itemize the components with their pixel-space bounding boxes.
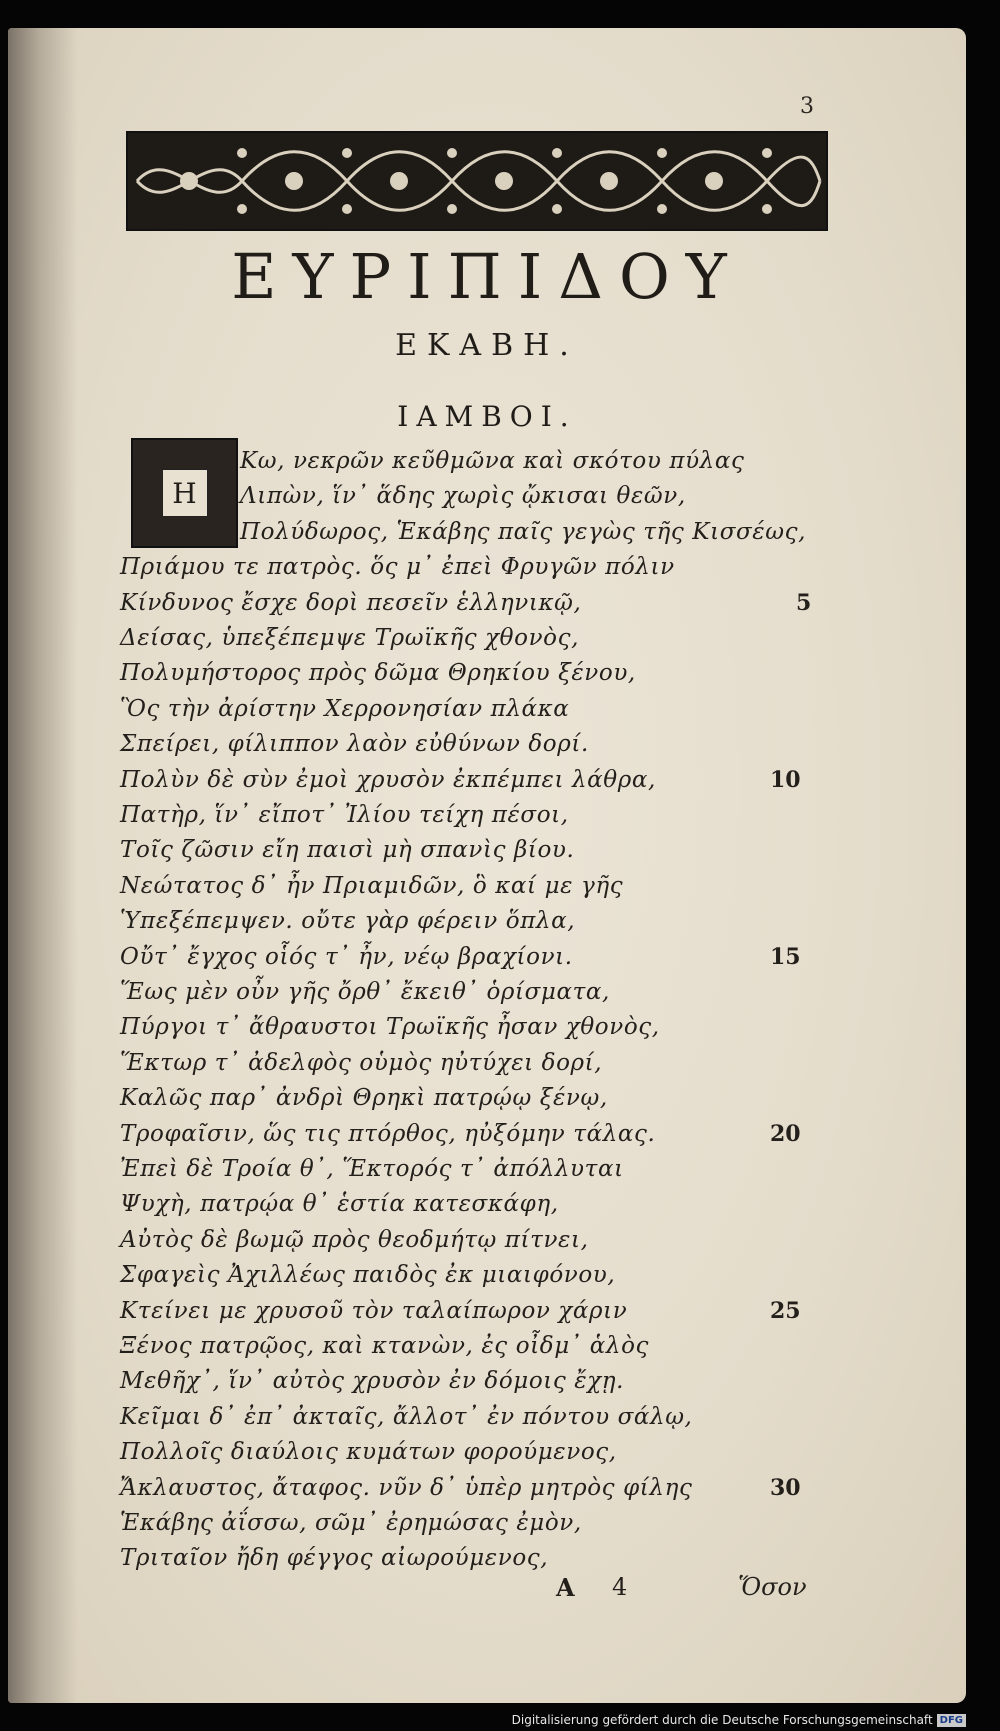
verse-line: Ὑπεξέπεμψεν. οὔτε γὰρ φέρειν ὅπλα, xyxy=(120,908,576,935)
verse-line: Σπείρει, φίλιππον λαὸν εὐθύνων δορί. xyxy=(120,731,589,758)
verse-line: Πολύδωρος, Ἑκάβης παῖς γεγὼς τῆς Κισσέως, xyxy=(240,518,806,545)
verse-line: Πύργοι τ᾽ ἄθραυστοι Τρωϊκῆς ἦσαν χθονὸς, xyxy=(120,1014,660,1041)
verse-line: Πριάμου τε πατρὸς. ὅς μ᾽ ἐπεὶ Φρυγῶν πόλιν xyxy=(120,554,675,581)
verse-line: Ψυχὴ, πατρῴα θ᾽ ἑστία κατεσκάφη, xyxy=(120,1191,559,1218)
verse-line: Ἑκάβης ἀΐσσω, σῶμ᾽ ἐρημώσας ἐμὸν, xyxy=(120,1510,582,1536)
headpiece-ornament xyxy=(126,131,828,231)
page-title: ΕΥΡΙΠΙΔΟΥ xyxy=(231,240,743,313)
page-number: 3 xyxy=(800,94,814,119)
catchword: Ὅσον xyxy=(738,1573,807,1601)
verse-line: Τοῖς ζῶσιν εἴη παισὶ μὴ σπανὶς βίου. xyxy=(120,837,575,864)
verse-line: Πολυμήστορος πρὸς δῶμα Θρηκίου ξένου, xyxy=(120,660,636,687)
verse-line: Ξένος πατρῷος, καὶ κτανὼν, ἐς οἶδμ᾽ ἁλὸς xyxy=(120,1333,650,1359)
verse-line: Πολλοῖς διαύλοις κυμάτων φορούμενος, xyxy=(120,1439,617,1466)
verse-line: Πατὴρ, ἵν᾽ εἴποτ᾽ Ἰλίου τείχη πέσοι, xyxy=(120,802,569,828)
verse-line: Νεώτατος δ᾽ ἦν Πριαμιδῶν, ὃ καί με γῆς xyxy=(120,872,624,899)
verse-line: Καλῶς παρ᾽ ἀνδρὶ Θρηκὶ πατρῴῳ ξένῳ, xyxy=(120,1085,608,1112)
verse-line: Ἄκλαυστος, ἄταφος. νῦν δ᾽ ὑπὲρ μητρὸς φίλης xyxy=(120,1474,693,1501)
verse-line: Σφαγεὶς Ἀχιλλέως παιδὸς ἐκ μιαιφόνου, xyxy=(120,1262,616,1289)
signature-number: 4 xyxy=(612,1573,628,1601)
verse-line: Κεῖμαι δ᾽ ἐπ᾽ ἀκταῖς, ἄλλοτ᾽ ἐν πόντου σάλῳ, xyxy=(120,1403,693,1430)
verse-line: Αὐτὸς δὲ βωμῷ πρὸς θεοδμήτῳ πίτνει, xyxy=(120,1226,589,1253)
line-number: 5 xyxy=(796,589,812,616)
digitization-footer xyxy=(512,1713,966,1727)
verse-line: Ὃς τὴν ἀρίστην Χερρονησίαν πλάκα xyxy=(120,695,570,722)
verse-line: Ἐπεὶ δὲ Τροία θ᾽, Ἕκτορός τ᾽ ἀπόλλυται xyxy=(120,1156,624,1182)
verse-line: Ἕκτωρ τ᾽ ἀδελφὸς οὑμὸς ηὐτύχει δορί, xyxy=(120,1049,603,1076)
play-title: ΕΚΑΒΗ. xyxy=(395,328,579,363)
book-page xyxy=(8,28,966,1703)
verse-line: Οὔτ᾽ ἔγχος οἷός τ᾽ ἦν, νέῳ βραχίονι. xyxy=(120,943,573,970)
verse-line: Κω, νεκρῶν κεῦθμῶνα καὶ σκότου πύλας xyxy=(240,448,745,474)
line-number: 10 xyxy=(770,766,801,793)
line-number: 30 xyxy=(770,1474,801,1501)
floral-vine-icon xyxy=(132,137,822,225)
line-number: 20 xyxy=(770,1120,801,1147)
signature-mark: A xyxy=(556,1573,575,1602)
line-number: 25 xyxy=(770,1297,801,1324)
verse-line: Τριταῖον ἤδη φέγγος αἰωρούμενος, xyxy=(120,1545,549,1572)
verse-line: Πολὺν δὲ σὺν ἐμοὶ χρυσὸν ἐκπέμπει λάθρα, xyxy=(120,766,656,793)
line-number: 15 xyxy=(770,943,801,970)
decorated-initial xyxy=(131,438,238,548)
verse-line: Κίνδυνος ἔσχε δορὶ πεσεῖν ἑλληνικῷ, xyxy=(120,589,582,616)
footer-credit: Digitalisierung gefördert durch die Deutsche Forschungsgemeinschaft xyxy=(511,1713,933,1727)
verse-line: Τροφαῖσιν, ὥς τις πτόρθος, ηὐξόμην τάλας. xyxy=(120,1120,656,1147)
verse-line: Λιπὼν, ἵν᾽ ἅδης χωρὶς ᾤκισαι θεῶν, xyxy=(240,483,686,510)
verse-line: Μεθῆχ᾽, ἵν᾽ αὐτὸς χρυσὸν ἐν δόμοις ἔχῃ. xyxy=(120,1368,625,1395)
dfg-logo-icon: DFG xyxy=(937,1714,966,1727)
verse-line: Δείσας, ὑπεξέπεμψε Τρωϊκῆς χθονὸς, xyxy=(120,625,579,651)
initial-letter: Η xyxy=(162,469,208,517)
verse-line: Ἕως μὲν οὖν γῆς ὄρθ᾽ ἔκειθ᾽ ὁρίσματα, xyxy=(120,979,610,1005)
verse-line: Κτείνει με χρυσοῦ τὸν ταλαίπωρον χάριν xyxy=(120,1297,628,1324)
section-heading: ΙΑΜΒΟΙ. xyxy=(397,400,577,433)
